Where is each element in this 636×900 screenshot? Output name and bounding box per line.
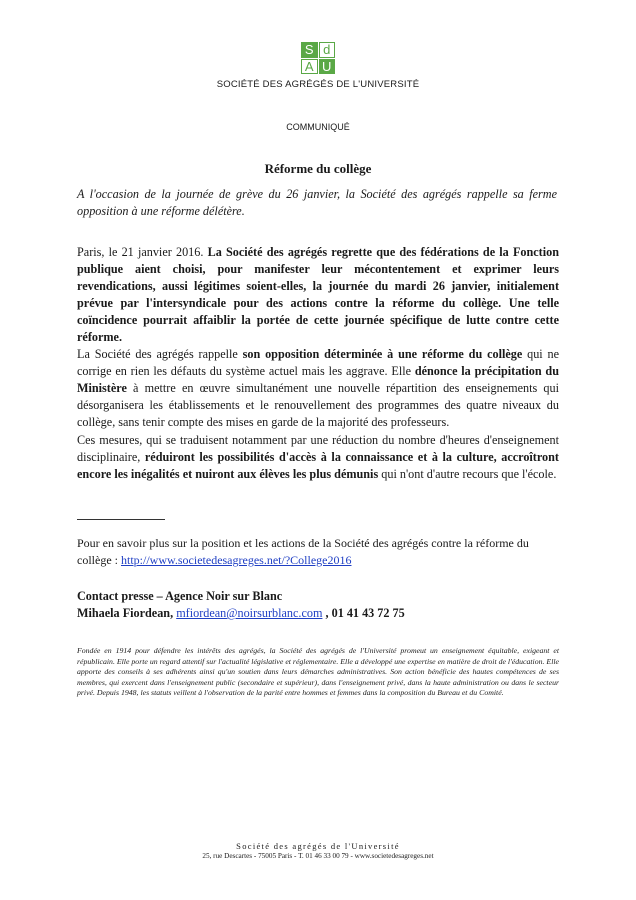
paragraph-1-bold: La Société des agrégés regrette que des fédérations de la Fonction publique aient choisi, pour manifester leur mécontentement et exprimer leurs revendications, aussi légitimes soient-elles, la journée du mardi 26 janvier, initialement prévue par l'intersyndicale pour des actions contre la réforme du collège. Une telle coïncidence pourrait affaiblir la portée de cette journée spécifique de lutte contre cette réforme.	[77, 245, 559, 344]
about-society: Fondée en 1914 pour défendre les intérêts des agrégés, la Société des agrégés de l'Université promeut un enseignement équitable, exigeant et républicain. Elle porte un regard attentif sur l'actualité législative et réglementaire. Elle a développé une expertise en matière de droit de l'éducation. Elle apporte des conseils à ses adhérents ainsi qu'un soutien dans leurs démarches administratives. Son action bénéficie des hautes compétences de ses membres, qui exercent dans l'enseignement public (secondaire et supérieur), dans l'enseignement privé, dans la haute administration ou dans le secteur privé. Depuis 1948, les statuts veillent à l'observation de la parité entre hommes et femmes dans la composition du Bureau et du Comité.	[77, 646, 559, 698]
press-contact	[77, 588, 559, 622]
paragraph-3-text-a: Ces mesures, qui se traduisent notamment par une réduction du nombre d'heures d'enseignement disciplinaire,	[77, 433, 559, 464]
paragraph-3-bold: réduiront les possibilités d'accès à la connaissance et à la culture, accroîtront encore les inégalités et nuiront aux élèves les plus démunis	[77, 450, 559, 481]
contact-name: Mihaela Fiordean,	[77, 606, 177, 620]
logo-letter-s: S	[301, 42, 318, 58]
paragraph-3	[77, 432, 559, 483]
paragraph-2-text-b: qui ne corrige en rien les défauts du système actuel mais les aggrave. Elle	[77, 347, 560, 378]
page-title: Réforme du collège	[264, 161, 372, 176]
paragraph-2-bold-b: dénonce la précipitation du Ministère	[77, 364, 559, 395]
contact-heading: Contact presse – Agence Noir sur Blanc	[77, 589, 283, 603]
organization-name: SOCIÉTÉ DES AGRÉGÉS DE L'UNIVERSITÉ	[216, 79, 420, 90]
footnote-link[interactable]: http://www.societedesagreges.net/?College2016	[120, 553, 352, 567]
logo-letter-u: U	[319, 59, 336, 75]
logo-letter-a: A	[301, 59, 318, 75]
footnote-text: Pour en savoir plus sur la position et les actions de la Société des agrégés contre la réforme du collège :	[77, 536, 529, 567]
footer-address: 25, rue Descartes - 75005 Paris - T. 01 46 33 00 79 - www.societedesagreges.net	[202, 852, 434, 860]
contact-email-link[interactable]: mfiordean@noirsurblanc.com	[176, 606, 323, 620]
contact-phone: , 01 41 43 72 75	[322, 606, 405, 620]
paragraph-2-bold-a: son opposition déterminée à une réforme du collège	[242, 347, 523, 361]
paragraph-3-text-b: qui n'ont d'autre recours que l'école.	[378, 467, 557, 481]
footer-organization: Société des agrégés de l'Université	[236, 841, 400, 851]
paragraph-1	[77, 244, 559, 346]
logo-letter-d: d	[319, 42, 336, 58]
footnote-divider	[77, 519, 165, 520]
document-type: COMMUNIQUÉ	[286, 122, 350, 132]
paragraph-2-text-a: La Société des agrégés rappelle	[77, 347, 243, 361]
dateline: Paris, le 21 janvier 2016.	[77, 245, 208, 259]
footnote	[77, 535, 559, 569]
intro-paragraph: A l'occasion de la journée de grève du 26 janvier, la Société des agrégés rappelle sa ferme opposition à une réforme délétère.	[77, 187, 557, 218]
sdau-logo	[301, 42, 335, 74]
paragraph-2	[77, 346, 559, 431]
paragraph-2-text-c: à mettre en œuvre simultanément une nouvelle répartition des enseignements qui désorganisera les établissements et le renouvellement des programmes des quatre niveaux du collège, sans tenir compte des mises en garde de la majorité des professeurs.	[77, 381, 559, 429]
